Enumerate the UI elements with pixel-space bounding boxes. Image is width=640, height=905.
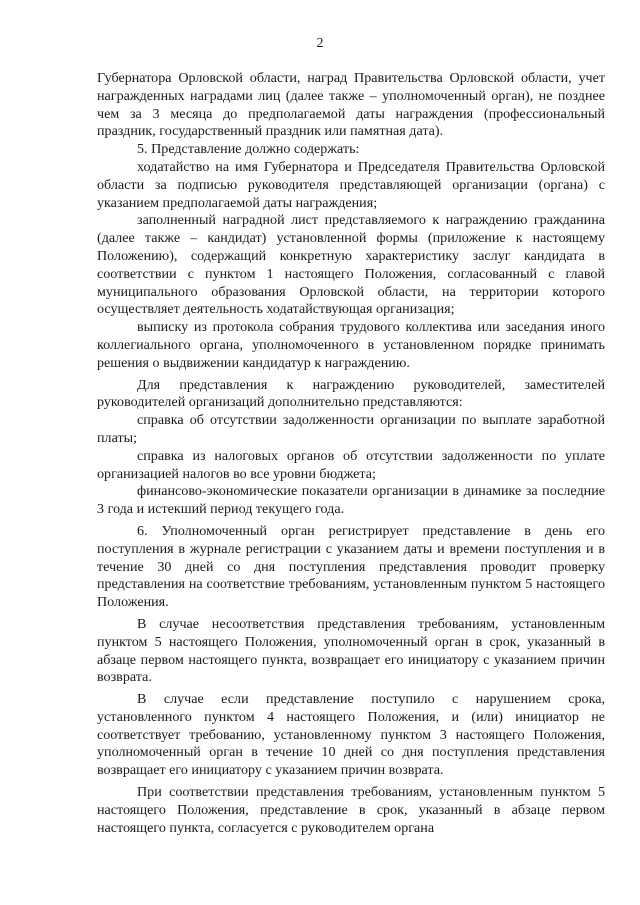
paragraph-protocol-extract: выписку из протокола собрания трудового коллектива или заседания иного коллегиального органа, уполномоченного в установленном порядке принимать решения о выдвижении кандидатур к награждению. xyxy=(97,319,605,371)
paragraph-clause-5: 5. Представление должно содержать: xyxy=(137,141,360,158)
document-body xyxy=(97,70,605,837)
paragraph-tax-certificate: справка из налоговых органов об отсутствии задолженности по уплате организацией налогов во все уровни бюджета; xyxy=(97,447,605,482)
paragraph-managers: Для представления к награждению руководителей, заместителей руководителей организаций дополнительно представляются: xyxy=(97,376,605,411)
page-number: 2 xyxy=(316,36,324,51)
paragraph-clause-6: 6. Уполномоченный орган регистрирует представление в день его поступления в журнале регистрации с указанием даты и времени поступления и в течение 30 дней со дня поступления представления проводит проверку представления на соответствие требованиям, установленным пунктом 5 настоящего Положения. xyxy=(97,522,605,611)
paragraph-late-submission: В случае если представление поступило с нарушением срока, установленного пунктом 4 настоящего Положения, и (или) инициатор не соответствует требованию, установленному пунктом 3 настоящего Положения, уполномоченный орган в течение 10 дней со дня поступления представления возвращает его инициатору с указанием причин возврата. xyxy=(97,691,605,779)
paragraph-nonconformity: В случае несоответствия представления требованиям, установленным пунктом 5 настоящего Положения, уполномоченный орган в срок, указанный в абзаце первом настоящего пункта, возвращает его инициатору с указанием причин возврата. xyxy=(97,615,605,686)
paragraph-conformity: При соответствии представления требованиям, установленным пунктом 5 настоящего Положения, представление в срок, указанный в абзаце первом настоящего пункта, согласуется с руководителем органа xyxy=(97,784,605,836)
paragraph-wage-certificate: справка об отсутствии задолженности организации по выплате заработной платы; xyxy=(97,412,605,446)
paragraph-continuation: Губернатора Орловской области, наград Правительства Орловской области, учет награжденных наградами лиц (далее также – уполномоченный орган), не позднее чем за 3 месяца до предполагаемой даты награждения (профессиональный праздник, государственный праздник или памятная дата). xyxy=(97,70,605,140)
paragraph-financial-indicators: финансово-экономические показатели организации в динамике за последние 3 года и истекший период текущего года. xyxy=(97,483,605,518)
paragraph-petition: ходатайство на имя Губернатора и Председателя Правительства Орловской области за подписью руководителя представляющей организации (органа) с указанием предполагаемой даты награждения; xyxy=(97,158,605,211)
paragraph-award-sheet: заполненный наградной лист представляемого к награждению гражданина (далее также – кандидат) установленной формы (приложение к настоящему Положению), содержащий конкретную характеристику заслуг кандидата в соответствии с пунктом 1 настоящего Положения, согласованный с главой муниципального образования Орловской области, на территории которого осуществляет деятельность ходатайствующая организация; xyxy=(97,212,605,318)
